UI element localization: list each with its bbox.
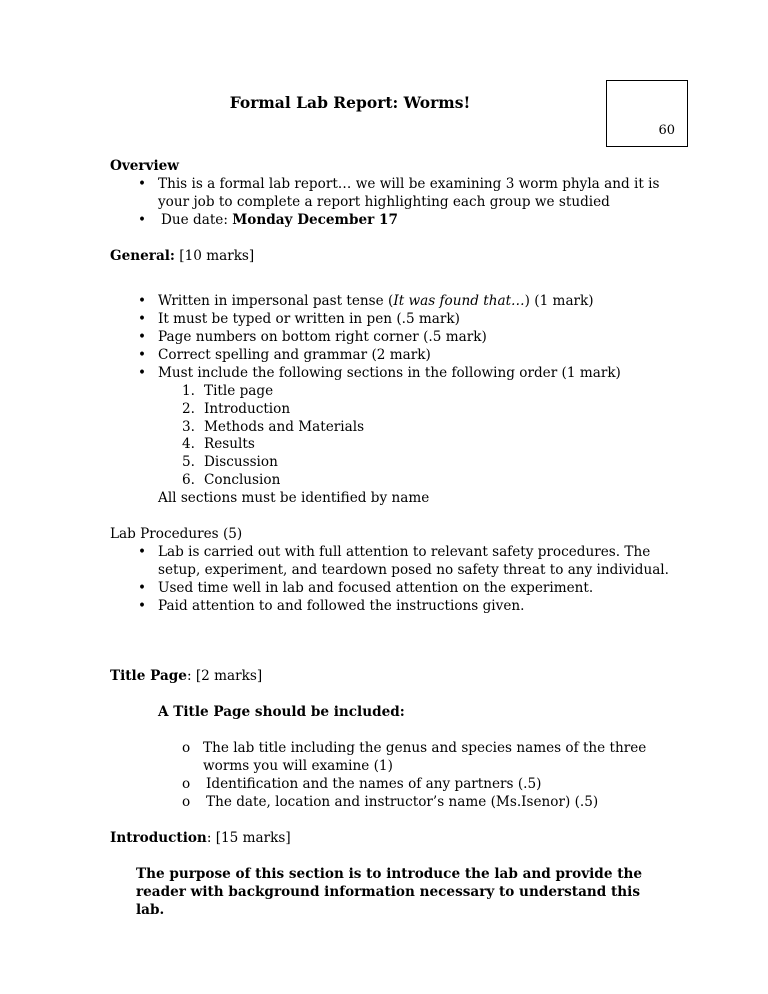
list-label: Conclusion [204,471,281,488]
introduction-purpose: The purpose of this section is to introduce the lab and provide the reader with background information necessary to understand this lab. [136,866,643,918]
title-page-item-2: Identification and the names of any partners (.5) [206,776,542,792]
bullet-icon: • [138,544,147,560]
list-label: Discussion [204,454,278,471]
lab-procedures-item-3: Paid attention to and followed the instructions given. [158,598,525,614]
bullet-icon: • [138,347,147,363]
bullet-icon: • [138,293,147,309]
hollow-bullet-icon: o [182,776,191,792]
general-item-1-b: ) (1 mark) [524,293,594,309]
list-number: 4. [182,436,195,453]
general-item-5: Must include the following sections in the following order (1 mark) [158,365,621,381]
score-total: 60 [658,123,675,139]
lab-procedures-heading: Lab Procedures (5) [110,526,243,542]
page-title: Formal Lab Report: Worms! [229,93,471,112]
general-item-4: Correct spelling and grammar (2 mark) [158,347,431,363]
list-item [182,383,364,401]
list-number: 2. [182,400,195,417]
bullet-icon: • [138,365,147,381]
bullet-icon: • [138,212,147,228]
list-item [182,472,364,490]
title-page-item-1: The lab title including the genus and species names of the three worms you will examine (1) [203,740,647,774]
list-number: 1. [182,383,195,399]
overview-item-1: This is a formal lab report… we will be examining 3 worm phyla and it is your job to complete a report highlighting each group we studied [158,176,660,210]
due-date-label: Due date: [161,212,233,228]
general-heading-line [110,248,254,266]
title-page-item-3: The date, location and instructor’s name (Ms.Isenor) (.5) [206,794,599,810]
introduction-marks: : [15 marks] [206,830,291,846]
title-page-marks: : [2 marks] [186,668,263,684]
list-number: 5. [182,454,195,471]
bullet-icon: • [138,311,147,327]
list-item [182,436,364,454]
hollow-bullet-icon: o [182,794,191,810]
list-label: Methods and Materials [204,418,365,435]
sections-list [182,383,364,490]
title-page-subheading: A Title Page should be included: [158,704,405,720]
list-number: 3. [182,418,195,435]
due-date-value: Monday December 17 [232,212,398,228]
overview-heading: Overview [110,158,179,174]
list-item [182,454,364,472]
lab-procedures-item-1: Lab is carried out with full attention to relevant safety procedures. The setup, experiment, and teardown posed no safety threat to any individual. [158,544,669,578]
list-item [182,419,364,437]
general-item-1-italic: It was found that… [393,293,525,309]
list-number: 6. [182,471,195,488]
introduction-heading-line [110,830,291,848]
list-label: Results [204,436,255,453]
overview-item-2 [161,212,681,230]
general-marks: [10 marks] [174,248,255,264]
bullet-icon: • [138,598,147,614]
list-item [182,401,364,419]
bullet-icon: • [138,176,147,192]
bullet-icon: • [138,329,147,345]
score-box [606,80,688,147]
lab-procedures-item-2: Used time well in lab and focused attention on the experiment. [158,580,594,596]
general-item-1-a: Written in impersonal past tense ( [158,293,394,309]
list-label: Title page [204,383,274,399]
title-page-heading: Title Page [110,668,187,684]
general-item-2: It must be typed or written in pen (.5 mark) [158,311,460,327]
introduction-heading: Introduction [110,830,207,846]
bullet-icon: • [138,580,147,596]
list-label: Introduction [204,400,291,417]
sections-note: All sections must be identified by name [158,490,430,506]
general-item-1 [158,293,594,311]
title-page-heading-line [110,668,262,686]
general-item-3: Page numbers on bottom right corner (.5 mark) [158,329,487,345]
general-heading: General: [110,248,175,264]
hollow-bullet-icon: o [182,740,191,756]
